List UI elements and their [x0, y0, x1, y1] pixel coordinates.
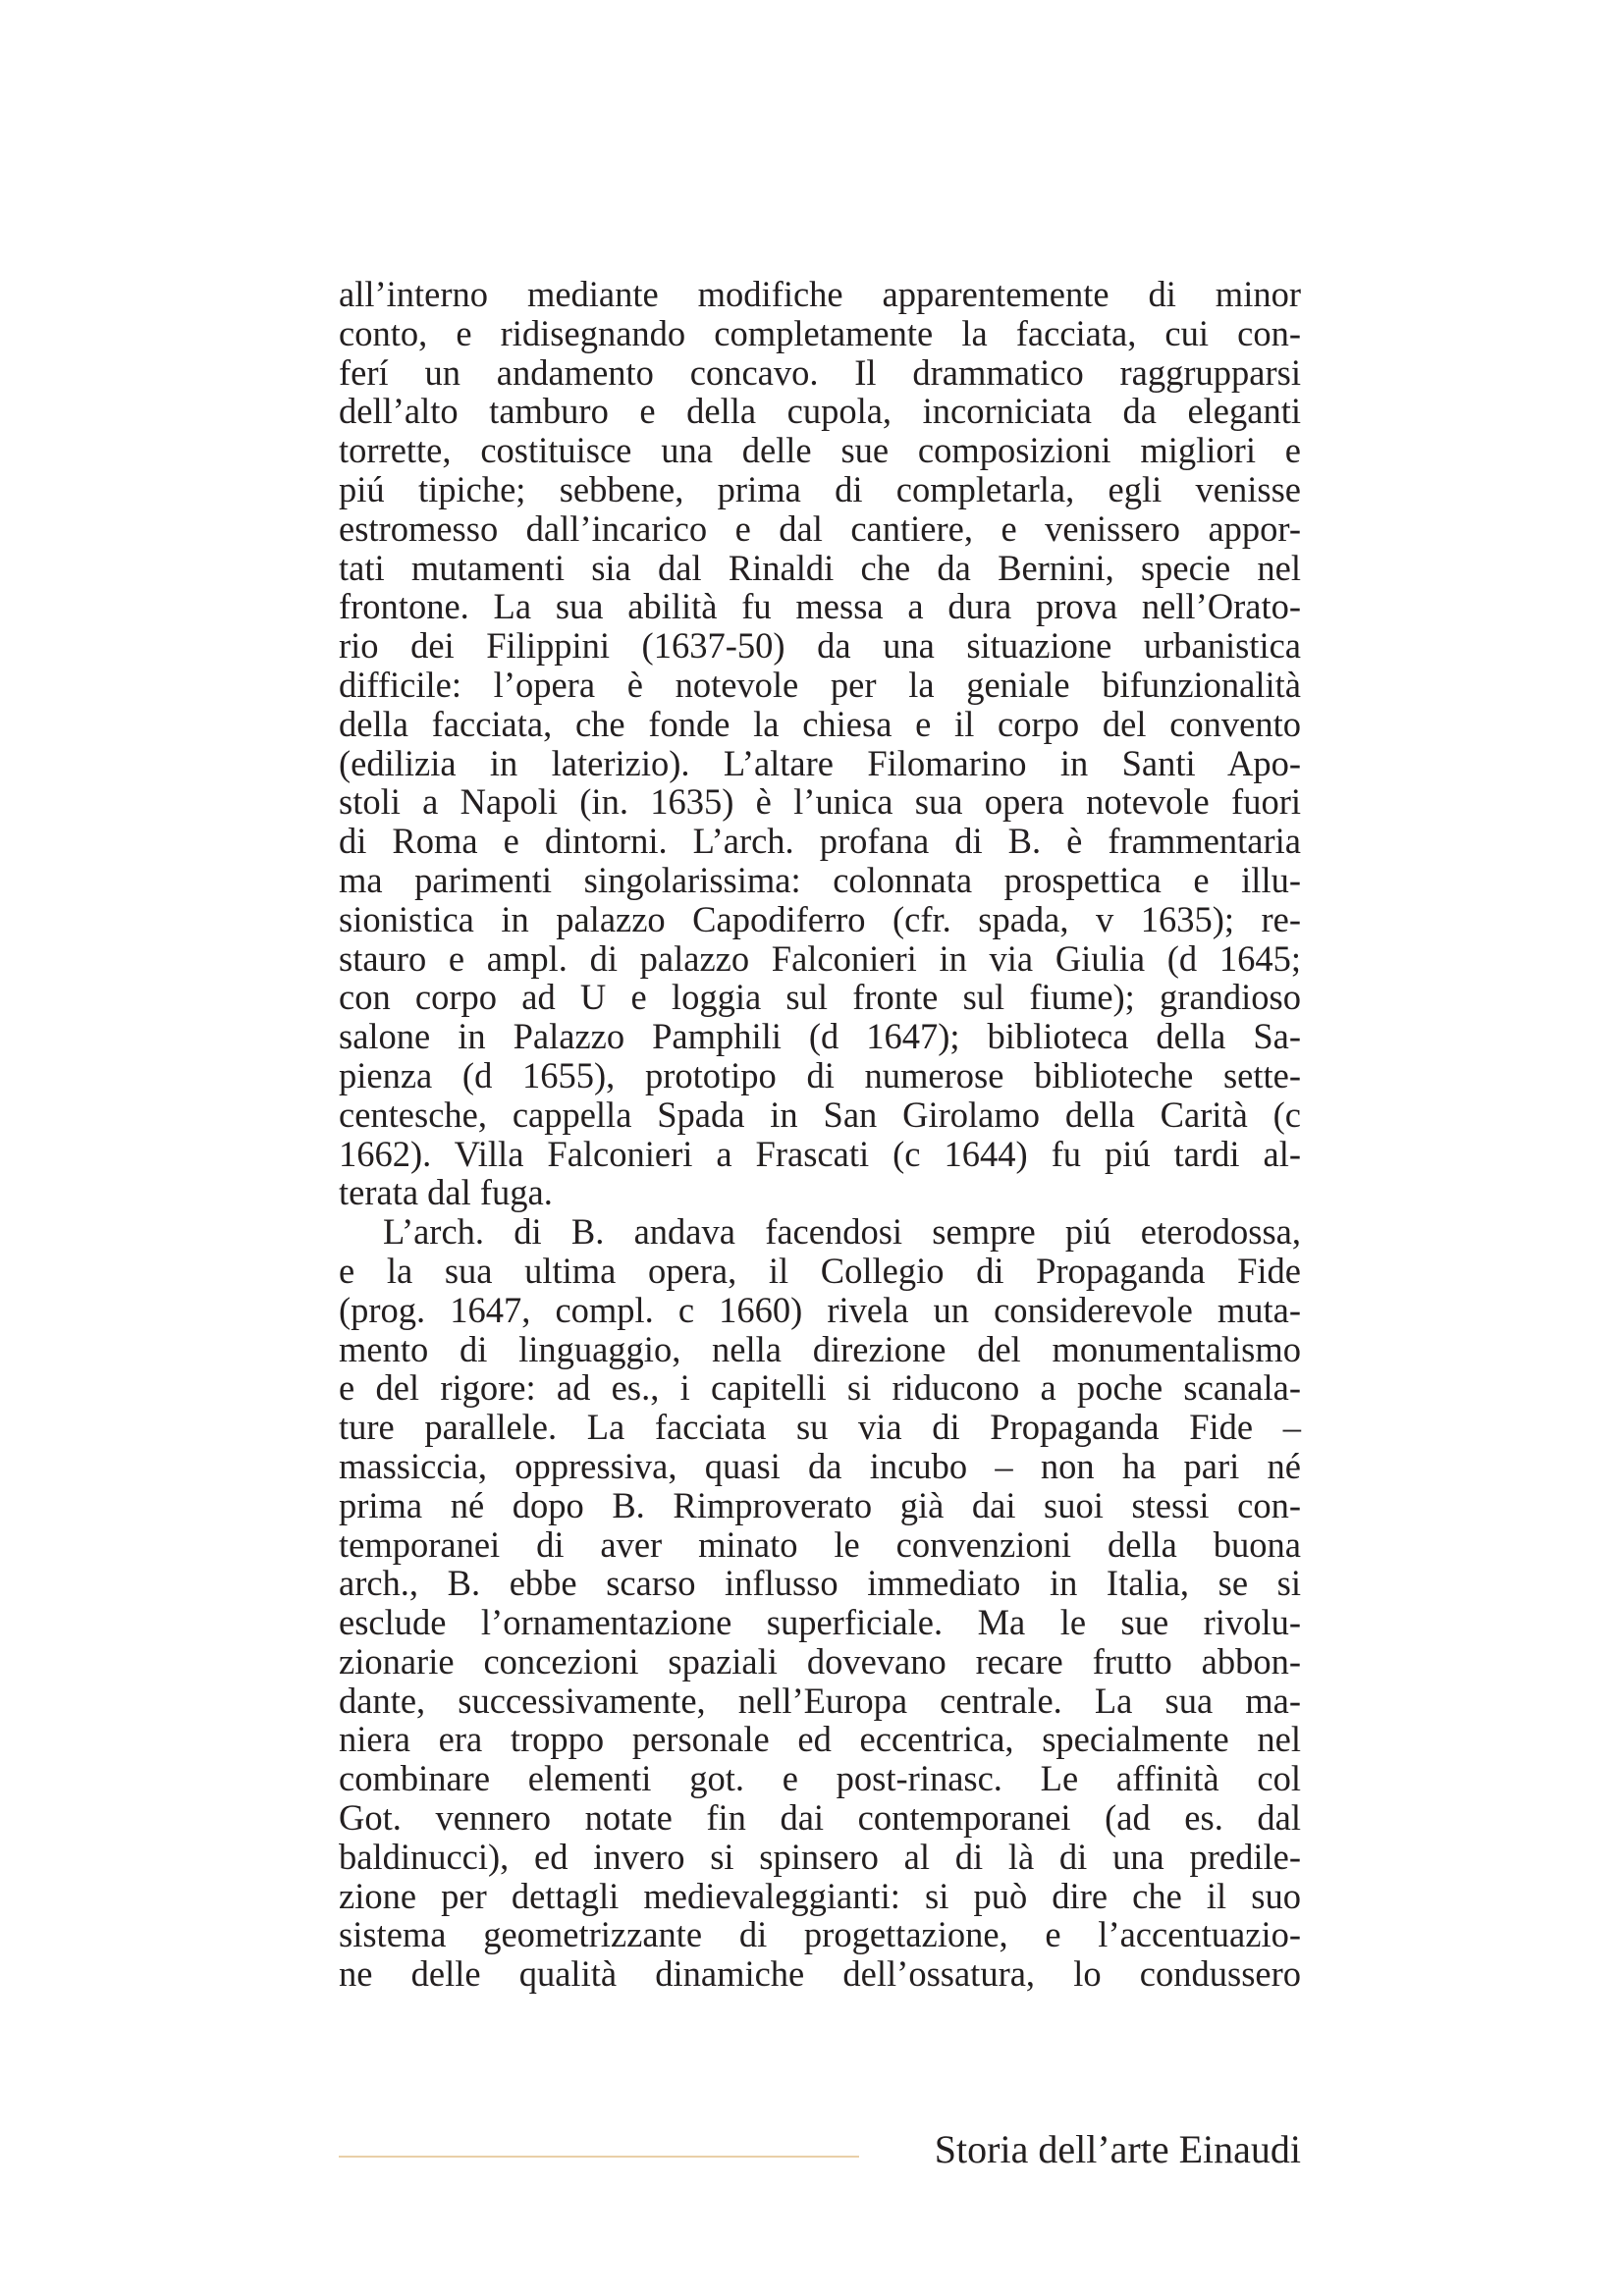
text-line: Got. vennero notate fin dai contemporanei (ad es. dal	[339, 1797, 1301, 1839]
text-line: estromesso dall’incarico e dal cantiere, e venissero appor-	[339, 507, 1301, 549]
text-line: pienza (d 1655), prototipo di numerose biblioteche sette-	[339, 1054, 1301, 1095]
text-line: centesche, cappella Spada in San Girolamo della Carità (c	[339, 1094, 1301, 1135]
page-footer	[339, 2120, 1301, 2179]
text-line: (prog. 1647, compl. c 1660) rivela un considerevole muta-	[339, 1289, 1301, 1330]
text-line: arch., B. ebbe scarso influsso immediato in Italia, se si	[339, 1563, 1301, 1604]
text-line: zione per dettagli medievaleggianti: si può dire che il suo	[339, 1875, 1301, 1916]
text-line: con corpo ad U e loggia sul fronte sul fiume); grandioso	[339, 977, 1301, 1018]
text-line: di Roma e dintorni. L’arch. profana di B. è frammentaria	[339, 821, 1301, 862]
footer-publication-title: Storia dell’arte Einaudi	[934, 2127, 1301, 2171]
text-line: e la sua ultima opera, il Collegio di Propaganda Fide	[339, 1250, 1301, 1291]
text-line: dell’alto tamburo e della cupola, incorniciata da eleganti	[339, 391, 1301, 432]
text-line: conto, e ridisegnando completamente la facciata, cui con-	[339, 312, 1301, 353]
text-line: zionarie concezioni spaziali dovevano recare frutto abbon-	[339, 1640, 1301, 1682]
text-line: temporanei di aver minato le convenzioni della buona	[339, 1523, 1301, 1565]
text-line: salone in Palazzo Pamphili (d 1647); biblioteca della Sa-	[339, 1016, 1301, 1057]
footer-divider	[339, 2156, 859, 2158]
text-line: 1662). Villa Falconieri a Frascati (c 1644) fu piú tardi al-	[339, 1133, 1301, 1174]
text-line: terata dal fuga.	[339, 1172, 553, 1213]
text-line: ture parallele. La facciata su via di Propaganda Fide –	[339, 1407, 1301, 1448]
text-line: ne delle qualità dinamiche dell’ossatura, lo condussero	[339, 1953, 1301, 1995]
text-line: difficile: l’opera è notevole per la geniale bifunzionalità	[339, 664, 1301, 705]
text-line: massiccia, oppressiva, quasi da incubo – non ha pari né	[339, 1445, 1301, 1486]
text-line: mento di linguaggio, nella direzione del monumentalismo	[339, 1328, 1301, 1369]
text-line: ma parimenti singolarissima: colonnata prospettica e illu-	[339, 859, 1301, 900]
text-line: combinare elementi got. e post-rinasc. Le affinità col	[339, 1758, 1301, 1799]
text-line: prima né dopo B. Rimproverato già dai suoi stessi con-	[339, 1484, 1301, 1525]
text-line: piú tipiche; sebbene, prima di completarla, egli venisse	[339, 468, 1301, 509]
text-line: baldinucci), ed invero si spinsero al di là di una predile-	[339, 1836, 1301, 1877]
text-line: all’interno mediante modifiche apparentemente di minor	[339, 274, 1301, 314]
text-line: (edilizia in laterizio). L’altare Filomarino in Santi Apo-	[339, 742, 1301, 783]
text-line: tati mutamenti sia dal Rinaldi che da Bernini, specie nel	[339, 547, 1301, 588]
text-line: sistema geometrizzante di progettazione, e l’accentuazio-	[339, 1914, 1301, 1955]
body-text	[339, 275, 1301, 1994]
text-line: stoli a Napoli (in. 1635) è l’unica sua opera notevole fuori	[339, 781, 1301, 823]
text-line: e del rigore: ad es., i capitelli si riducono a poche scanala-	[339, 1367, 1301, 1409]
text-line: ferí un andamento concavo. Il drammatico raggrupparsi	[339, 351, 1301, 393]
text-line: frontone. La sua abilità fu messa a dura prova nell’Orato-	[339, 586, 1301, 627]
text-line: dante, successivamente, nell’Europa centrale. La sua ma-	[339, 1680, 1301, 1721]
text-line: torrette, costituisce una delle sue composizioni migliori e	[339, 430, 1301, 471]
text-line: esclude l’ornamentazione superficiale. Ma le sue rivolu-	[339, 1602, 1301, 1643]
text-line: stauro e ampl. di palazzo Falconieri in via Giulia (d 1645;	[339, 937, 1301, 979]
text-line: della facciata, che fonde la chiesa e il corpo del convento	[339, 703, 1301, 744]
text-line: rio dei Filippini (1637-50) da una situazione urbanistica	[339, 625, 1301, 667]
text-line: sionistica in palazzo Capodiferro (cfr. spada, v 1635); re-	[339, 898, 1301, 939]
text-line: niera era troppo personale ed eccentrica, specialmente nel	[339, 1719, 1301, 1760]
paragraph-start-line: L’arch. di B. andava facendosi sempre piú eterodossa,	[383, 1211, 1301, 1253]
